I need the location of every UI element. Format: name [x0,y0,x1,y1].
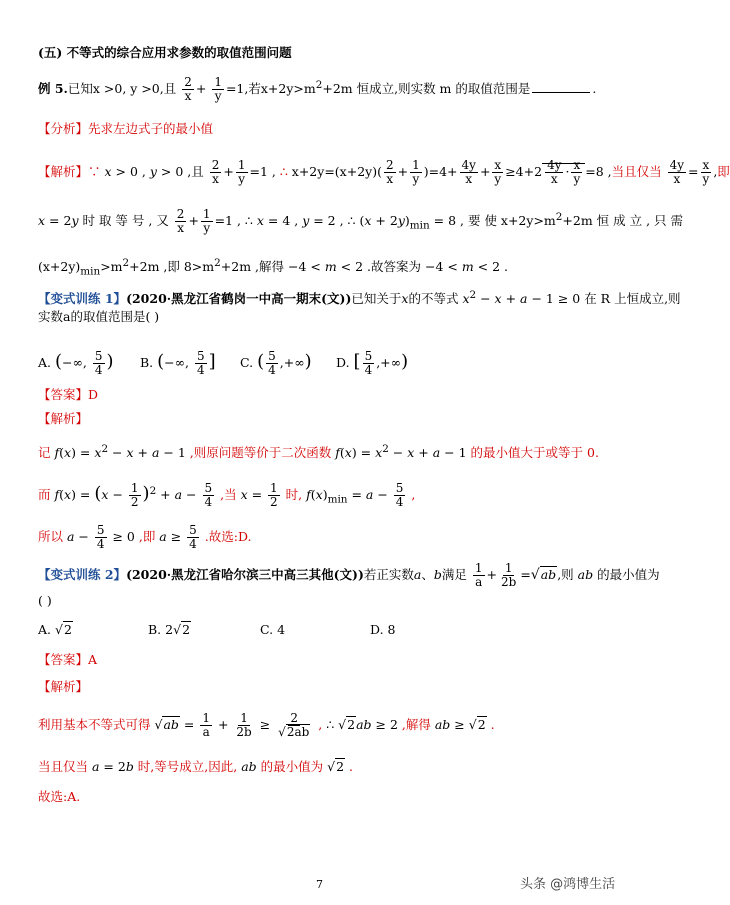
example-5-question: 例 5.已知x >0, y >0,且 $\frac{2}{x}$ + $\frac{1}{y}$ =1,若$x+2y>m^2+2m$ 恒成立,则实数 m 的取值范围是 . [38,75,597,104]
v2-solution-line-3: 故选:A. [38,789,81,804]
variant-2-question-line-2: ( ) [38,593,52,608]
v1-option-d[interactable]: D. [ $\frac{5}{4}$ ,+∞) [336,349,409,377]
v2-option-c[interactable]: C. 4 [260,622,286,637]
v2-answer: A [88,652,98,667]
variant-2-tag: 【变式训练 2】 [38,567,127,582]
variant-1-question-line-2: 实数a的取值范围是( ) [38,309,160,324]
v1-answer: D [88,387,99,402]
v2-option-b[interactable]: B. 2√2 [148,622,191,637]
v1-solution-tag: 【解析】 [38,411,89,426]
v2-solution-line-2: 当且仅当 a = 2b 时,等号成立,因此, ab 的最小值为 √2 . [38,759,353,774]
variant-1-source: (2020·黑龙江省鹤岗一中高一期末(文)) [126,291,352,307]
example-label: 例 5. [38,81,68,97]
v1-option-b[interactable]: B. (−∞, $\frac{5}{4}$ ] [140,349,216,377]
watermark: 头条 @鸿博生活 [520,877,616,892]
v2-answer-tag: 【答案】 [38,652,89,667]
v2-solution-tag: 【解析】 [38,679,89,694]
solution-line-2: x = 2y 时 取 等 号 , 又 $\frac{2}{x}$ + $\frac{1}{y}$ =1 , ∴ x = 4 , y = 2 , ∴ $(x + 2y)_{min} = 8$ , 要 使 $x+2y>m^2+2m$ 恒 成 立 , 只 需 [38,207,683,236]
solution-line-3: $(x+2y)_{min}>m^2+2m$ ,即 $8>m^2+2m$ ,解得 −4 < m < 2 .故答案为 −4 < m < 2 . [38,257,508,278]
solution-line-1: 【解析】∵ x > 0 , y > 0 ,且 $\frac{2}{x}$ + $\frac{1}{y}$ =1 , ∴ x+2y=(x+2y)( $\frac{2}{x}$ + $\frac{1}{y}$ )=4+ $\frac{4y}{x}$ + $\frac{x}{y}$ ≥4+2 $\frac{4y}{x}$ · $\frac{x}{y}$ =8 ,当且仅当 $\frac{4y}{x}$ = $\frac{x}{y}$ ,即 [38,158,730,186]
v1-answer-line [38,386,622,404]
v2-answer-line [38,651,622,669]
variant-2-source: (2020·黑龙江省哈尔滨三中高三其他(文)) [126,567,364,582]
v1-option-c[interactable]: C. ( $\frac{5}{4}$ ,+∞) [240,349,312,377]
v2-option-d[interactable]: D. 8 [370,622,396,637]
variant-1-question-line-1: 【变式训练 1】(2020·黑龙江省鹤岗一中高一期末(文))已知关于x的不等式 $x^2 - x + a - 1 \ge 0$ 在 R 上恒成立,则 [38,289,681,307]
v2-option-a[interactable]: A. √2 [38,622,72,637]
v2-solution-line-1: 利用基本不等式可得 √ab = $\frac{1}{a}$ + $\frac{1}{2b}$ ≥ $\frac{2}{√2ab}$ , ∴ √2ab ≥ 2 ,解得 ab ≥ √2 . [38,711,495,739]
v1-solution-line-2: 而 f(x) = (x − $\frac{1}{2}$ )$^2$ + a − $\frac{5}{4}$ ,当 x = $\frac{1}{2}$ 时, $f(x)_{min} = a$ − $\frac{5}{4}$ , [38,481,416,510]
analysis-line [38,120,622,138]
answer-blank [532,92,590,93]
solution-tag: 【解析】 [38,164,89,179]
variant-1-tag: 【变式训练 1】 [38,291,127,307]
page-number: 7 [316,878,323,891]
v1-answer-tag: 【答案】 [38,387,89,402]
variant-2-question-line-1: 【变式训练 2】(2020·黑龙江省哈尔滨三中高三其他(文))若正实数a、b满足 $\frac{1}{a}$ + $\frac{1}{2b}$ =√ab,则 ab 的最小值为 [38,561,660,589]
v1-option-a[interactable]: A. (−∞, $\frac{5}{4}$ ) [38,349,114,377]
analysis-tag: 【分析】 [38,121,89,136]
v1-solution-line-1: 记 $f(x) = x^2 - x + a - 1$ ,则原问题等价于二次函数 $f(x) = x^2 - x + a - 1$ 的最小值大于或等于 0. [38,443,599,461]
v1-solution-line-3: 所以 a − $\frac{5}{4}$ ≥ 0 ,即 a ≥ $\frac{5}{4}$ .故选:D. [38,523,252,551]
section-title: (五) 不等式的综合应用求参数的取值范围问题 [38,45,292,60]
analysis-text: 先求左边式子的最小值 [88,121,214,136]
